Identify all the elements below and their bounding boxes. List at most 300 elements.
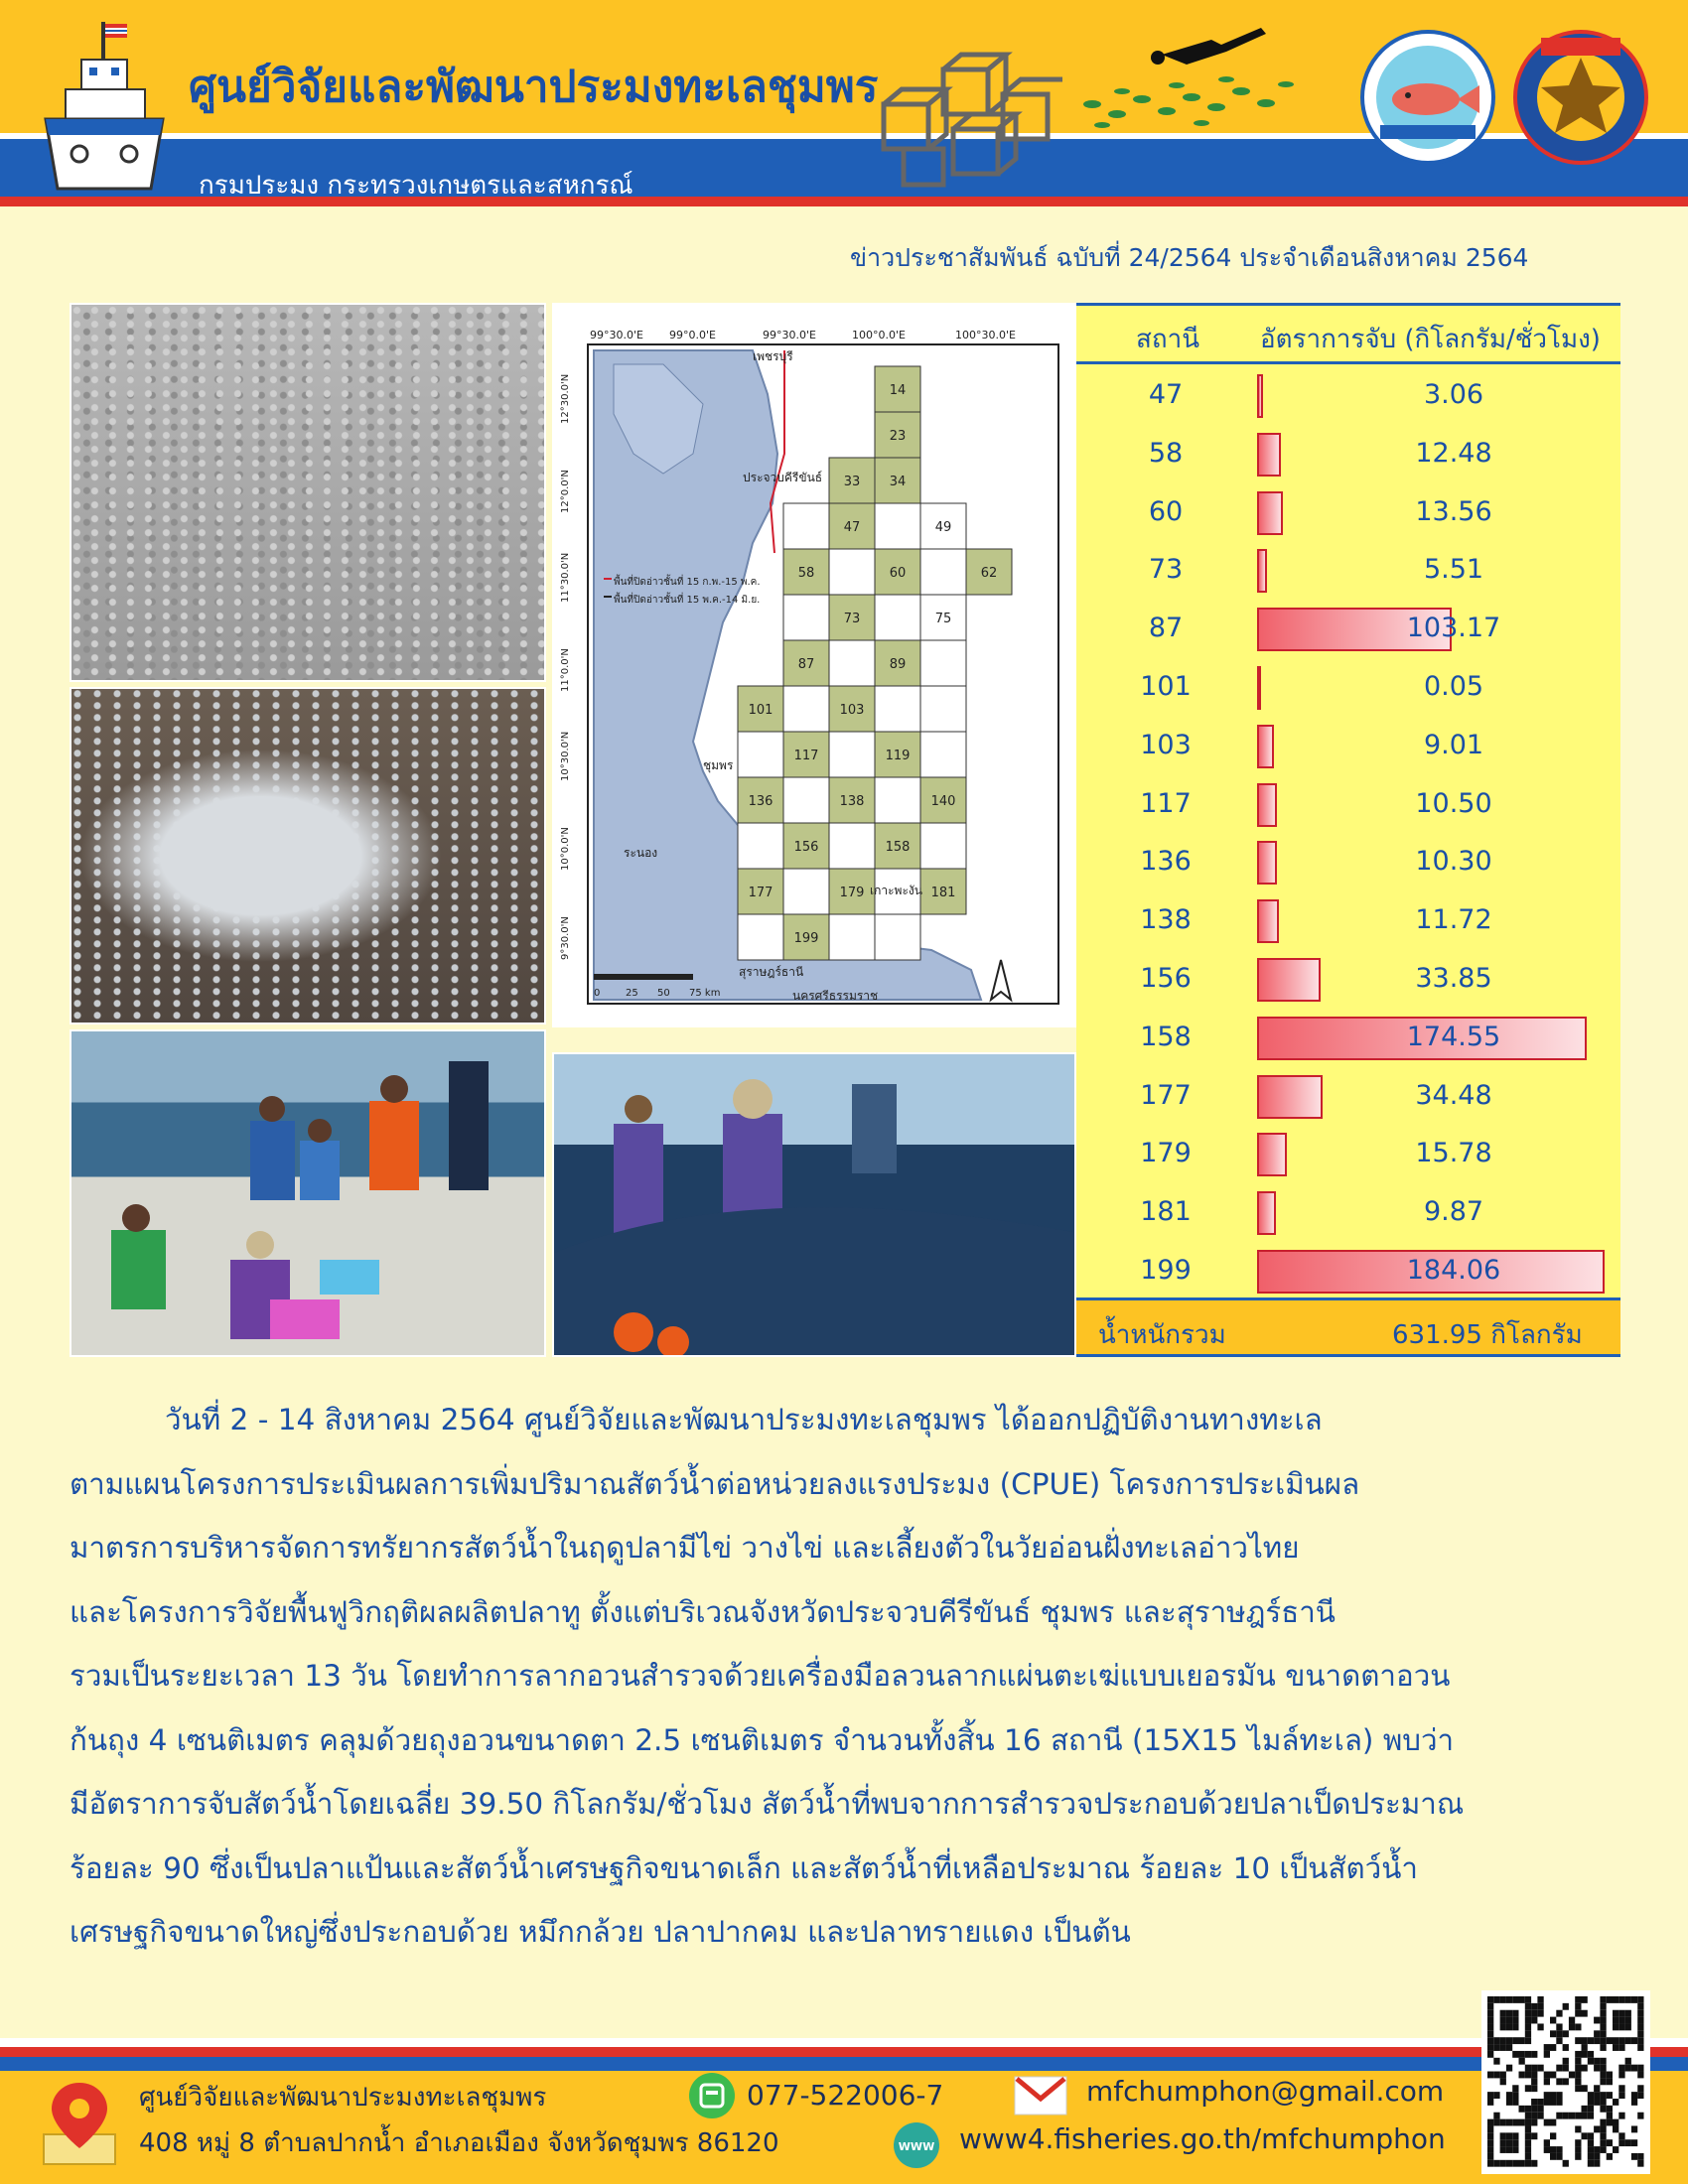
rate-bar xyxy=(1257,549,1267,593)
qr-module xyxy=(1618,2132,1624,2139)
qr-module xyxy=(1531,2099,1537,2106)
qr-module xyxy=(1544,2139,1550,2146)
rate-value: 9.87 xyxy=(1423,1196,1484,1228)
qr-module xyxy=(1588,2106,1594,2113)
qr-module xyxy=(1506,2010,1512,2017)
qr-module xyxy=(1569,2113,1575,2119)
qr-module xyxy=(1588,2132,1594,2139)
qr-module xyxy=(1487,2003,1493,2010)
qr-module xyxy=(1525,2119,1531,2126)
map-grid-empty-cell xyxy=(829,823,875,869)
qr-module xyxy=(1631,2037,1637,2044)
qr-module xyxy=(1563,2065,1569,2072)
qr-module xyxy=(1594,2099,1600,2106)
table-row xyxy=(1076,833,1620,891)
qr-module xyxy=(1487,2099,1493,2106)
photo-fish-on-deck xyxy=(70,687,546,1024)
email-icon xyxy=(1013,2075,1068,2116)
qr-module xyxy=(1582,2044,1588,2051)
table-row xyxy=(1076,1009,1620,1067)
map-station-label: 158 xyxy=(885,840,911,855)
map-grid-empty-cell xyxy=(738,732,783,777)
qr-module xyxy=(1531,2078,1537,2085)
footer-website[interactable]: www4.fisheries.go.th/mfchumphon xyxy=(959,2122,1446,2155)
qr-module xyxy=(1600,2044,1606,2051)
table-row xyxy=(1076,1125,1620,1183)
qr-module xyxy=(1637,2010,1643,2017)
qr-module xyxy=(1607,2153,1613,2160)
qr-module xyxy=(1512,2160,1518,2167)
qr-module xyxy=(1531,2003,1537,2010)
artificial-reef-cubes-icon xyxy=(874,50,1062,189)
qr-module xyxy=(1594,2153,1600,2160)
qr-module xyxy=(1525,2153,1531,2160)
rate-value: 5.51 xyxy=(1423,554,1484,586)
qr-module xyxy=(1594,2092,1600,2099)
qr-module xyxy=(1525,2085,1531,2092)
qr-module xyxy=(1563,2030,1569,2037)
qr-module xyxy=(1618,2072,1624,2079)
qr-module xyxy=(1600,2030,1606,2037)
qr-module xyxy=(1600,2099,1606,2106)
qr-module xyxy=(1607,2106,1613,2113)
qr-module xyxy=(1537,2003,1543,2010)
qr-module xyxy=(1637,2037,1643,2044)
qr-module xyxy=(1487,2153,1493,2160)
lon-tick: 99°0.0'E xyxy=(669,329,716,341)
rate-bar xyxy=(1257,491,1283,535)
qr-module xyxy=(1575,2072,1581,2079)
qr-module xyxy=(1525,2132,1531,2139)
qr-module xyxy=(1493,2072,1499,2079)
qr-module xyxy=(1588,2099,1594,2106)
qr-module xyxy=(1487,2051,1493,2058)
rate-value: 11.72 xyxy=(1415,904,1492,936)
station-number: 60 xyxy=(1148,495,1184,527)
qr-module xyxy=(1487,2125,1493,2132)
qr-module xyxy=(1500,2132,1506,2139)
qr-module xyxy=(1594,2146,1600,2153)
table-row xyxy=(1076,658,1620,717)
qr-module xyxy=(1607,2072,1613,2079)
qr-module xyxy=(1563,2078,1569,2085)
phone-icon xyxy=(687,2071,737,2120)
map-station-label: 34 xyxy=(889,475,907,489)
qr-module xyxy=(1607,1996,1613,2003)
qr-module xyxy=(1550,2072,1556,2079)
rate-value: 103.17 xyxy=(1406,613,1501,644)
map-canvas xyxy=(554,305,1078,1029)
qr-code-image xyxy=(1487,1996,1644,2168)
qr-module xyxy=(1631,2099,1637,2106)
qr-module xyxy=(1613,2017,1618,2024)
qr-module xyxy=(1531,2017,1537,2024)
qr-module xyxy=(1618,2113,1624,2119)
body-line: เศรษฐกิจขนาดใหญ่ซึ่งประกอบด้วย หมึกกล้วย ปลาปากคม และปลาทรายแดง เป็นต้น xyxy=(70,1915,1131,1949)
qr-code[interactable] xyxy=(1481,1990,1650,2174)
qr-module xyxy=(1631,1996,1637,2003)
qr-module xyxy=(1575,2113,1581,2119)
qr-module xyxy=(1588,2051,1594,2058)
qr-module xyxy=(1618,1996,1624,2003)
qr-module xyxy=(1600,2146,1606,2153)
map-station-label: 199 xyxy=(793,931,819,946)
qr-module xyxy=(1637,2153,1643,2160)
qr-module xyxy=(1613,2010,1618,2017)
qr-module xyxy=(1512,2023,1518,2030)
map-station-label: 177 xyxy=(748,886,774,900)
map-station-label: 119 xyxy=(885,749,911,763)
qr-module xyxy=(1637,2092,1643,2099)
qr-module xyxy=(1613,2146,1618,2153)
station-number: 136 xyxy=(1140,846,1192,878)
qr-module xyxy=(1600,2003,1606,2010)
place-label: เพชรบุรี xyxy=(753,349,793,363)
qr-module xyxy=(1506,2099,1512,2106)
qr-module xyxy=(1519,2058,1525,2065)
qr-module xyxy=(1600,2092,1606,2099)
map-grid-empty-cell xyxy=(738,914,783,960)
station-number: 58 xyxy=(1148,437,1184,469)
rate-bar xyxy=(1257,899,1279,943)
qr-module xyxy=(1618,2065,1624,2072)
qr-module xyxy=(1588,2139,1594,2146)
qr-module xyxy=(1588,2153,1594,2160)
qr-module xyxy=(1500,2072,1506,2079)
qr-module xyxy=(1550,2146,1556,2153)
station-number: 87 xyxy=(1148,613,1184,644)
body-line: ตามแผนโครงการประเมินผลการเพิ่มปริมาณสัตว์น้ำต่อหน่วยลงแรงประมง (CPUE) โครงการประเมินผล xyxy=(70,1466,1360,1501)
web-globe-icon xyxy=(892,2120,941,2170)
qr-module xyxy=(1575,2146,1581,2153)
qr-module xyxy=(1525,2146,1531,2153)
qr-module xyxy=(1618,2010,1624,2017)
diver-and-fish-icon xyxy=(1062,20,1311,139)
body-line: ก้นถุง 4 เซนติเมตร คลุมด้วยถุงอวนขนาดตา 2.5 เซนติเมตร จำนวนทั้งสิ้น 16 สถานี (15X15 ไมล์ทะเล) พบว่า xyxy=(70,1722,1455,1757)
qr-module xyxy=(1487,2132,1493,2139)
qr-module xyxy=(1531,2132,1537,2139)
station-number: 179 xyxy=(1140,1138,1192,1169)
header-station: สถานี xyxy=(1136,325,1199,354)
table-header xyxy=(1076,303,1620,364)
qr-module xyxy=(1525,2160,1531,2167)
qr-module xyxy=(1531,2106,1537,2113)
qr-module xyxy=(1525,1996,1531,2003)
ship-icon xyxy=(40,20,169,194)
qr-module xyxy=(1512,2119,1518,2126)
body-line: ร้อยละ 90 ซึ่งเป็นปลาแป้นและสัตว์น้ำเศรษฐกิจขนาดเล็ก และสัตว์น้ำที่เหลือประมาณ ร้อยละ 10 เป็นสัตว์น้ำ xyxy=(70,1850,1418,1885)
station-number: 47 xyxy=(1148,379,1184,410)
footer-email[interactable]: mfchumphon@gmail.com xyxy=(1086,2075,1445,2108)
qr-module xyxy=(1625,2023,1631,2030)
qr-module xyxy=(1506,2037,1512,2044)
qr-module xyxy=(1500,2119,1506,2126)
qr-module xyxy=(1544,2092,1550,2099)
qr-module xyxy=(1519,1996,1525,2003)
table-row xyxy=(1076,1183,1620,1242)
qr-module xyxy=(1556,2113,1562,2119)
qr-module xyxy=(1618,2044,1624,2051)
map-grid-empty-cell xyxy=(738,823,783,869)
total-label: น้ำหนักรวม xyxy=(1098,1320,1226,1350)
qr-module xyxy=(1613,2037,1618,2044)
table-row xyxy=(1076,483,1620,542)
qr-module xyxy=(1500,2023,1506,2030)
qr-module xyxy=(1525,2030,1531,2037)
qr-module xyxy=(1531,2010,1537,2017)
qr-module xyxy=(1512,2010,1518,2017)
footer-org: ศูนย์วิจัยและพัฒนาประมงทะเลชุมพร xyxy=(139,2083,547,2113)
qr-module xyxy=(1563,2044,1569,2051)
qr-module xyxy=(1500,2146,1506,2153)
qr-module xyxy=(1556,2065,1562,2072)
lat-tick: 12°30.0'N xyxy=(560,373,571,424)
qr-module xyxy=(1594,2085,1600,2092)
rate-bar xyxy=(1257,374,1263,418)
qr-module xyxy=(1631,2153,1637,2160)
qr-module xyxy=(1500,2037,1506,2044)
map-station-label: 181 xyxy=(930,886,956,900)
page-subtitle: กรมประมง กระทรวงเกษตรและสหกรณ์ xyxy=(199,171,633,201)
qr-module xyxy=(1618,2139,1624,2146)
map-station-label: 136 xyxy=(748,794,774,809)
map-station-label: 60 xyxy=(889,566,907,581)
research-center-logo xyxy=(1358,28,1497,167)
station-number: 73 xyxy=(1148,554,1184,586)
qr-module xyxy=(1588,2037,1594,2044)
lon-tick: 99°30.0'E xyxy=(590,329,643,341)
qr-module xyxy=(1582,1996,1588,2003)
qr-module xyxy=(1613,2099,1618,2106)
rate-value: 184.06 xyxy=(1406,1255,1501,1286)
qr-module xyxy=(1594,2058,1600,2065)
qr-module xyxy=(1575,1996,1581,2003)
map-station-label: 62 xyxy=(980,566,998,581)
qr-module xyxy=(1493,2092,1499,2099)
rate-bar xyxy=(1257,433,1281,477)
qr-module xyxy=(1537,2065,1543,2072)
qr-module xyxy=(1506,2044,1512,2051)
table-footer xyxy=(1076,1297,1620,1357)
qr-module xyxy=(1500,2160,1506,2167)
qr-module xyxy=(1575,2051,1581,2058)
qr-module xyxy=(1493,2058,1499,2065)
map-grid-empty-cell xyxy=(875,686,920,732)
qr-module xyxy=(1550,2119,1556,2126)
qr-module xyxy=(1525,2106,1531,2113)
map-station-label: 49 xyxy=(934,520,952,535)
map-grid-empty-cell xyxy=(783,869,829,914)
qr-module xyxy=(1556,2010,1562,2017)
qr-module xyxy=(1525,2023,1531,2030)
qr-module xyxy=(1618,2037,1624,2044)
qr-module xyxy=(1525,2037,1531,2044)
scale-label: 75 km xyxy=(689,988,721,999)
rate-value: 12.48 xyxy=(1415,437,1492,469)
table-row xyxy=(1076,1067,1620,1126)
qr-module xyxy=(1506,2017,1512,2024)
qr-module xyxy=(1637,2023,1643,2030)
qr-module xyxy=(1563,2113,1569,2119)
qr-module xyxy=(1613,2044,1618,2051)
map-grid-empty-cell xyxy=(783,777,829,823)
map-station-label: 117 xyxy=(793,749,819,763)
qr-module xyxy=(1519,2051,1525,2058)
qr-module xyxy=(1575,2153,1581,2160)
qr-module xyxy=(1512,2099,1518,2106)
rate-value: 3.06 xyxy=(1423,379,1484,410)
qr-module xyxy=(1575,2058,1581,2065)
rate-value: 10.30 xyxy=(1415,846,1492,878)
article-body xyxy=(70,1388,1620,1965)
place-label: ระนอง xyxy=(624,846,658,860)
map-station-label: 47 xyxy=(843,520,861,535)
map-grid-empty-cell xyxy=(783,686,829,732)
qr-module xyxy=(1569,2017,1575,2024)
qr-module xyxy=(1618,2092,1624,2099)
photo-catch-pile xyxy=(70,303,546,682)
qr-module xyxy=(1493,2044,1499,2051)
qr-module xyxy=(1600,2065,1606,2072)
qr-module xyxy=(1506,2119,1512,2126)
qr-module xyxy=(1631,2065,1637,2072)
qr-module xyxy=(1493,2113,1499,2119)
net-illustration xyxy=(554,1054,1076,1357)
qr-module xyxy=(1582,2106,1588,2113)
qr-module xyxy=(1531,2085,1537,2092)
map-station-label: 33 xyxy=(843,475,861,489)
qr-module xyxy=(1487,2119,1493,2126)
qr-module xyxy=(1500,2017,1506,2024)
qr-module xyxy=(1625,2065,1631,2072)
qr-module xyxy=(1556,2078,1562,2085)
qr-module xyxy=(1575,2010,1581,2017)
rate-bar xyxy=(1257,666,1261,710)
rate-bar xyxy=(1257,725,1274,768)
qr-module xyxy=(1550,2092,1556,2099)
qr-module xyxy=(1550,2044,1556,2051)
map-station-label: 87 xyxy=(797,657,815,672)
qr-module xyxy=(1563,2003,1569,2010)
qr-module xyxy=(1487,2160,1493,2167)
map-grid-empty-cell xyxy=(920,686,966,732)
qr-module xyxy=(1625,2037,1631,2044)
qr-module xyxy=(1544,2146,1550,2153)
qr-module xyxy=(1637,2072,1643,2079)
map-grid-empty-cell xyxy=(829,732,875,777)
qr-module xyxy=(1588,2113,1594,2119)
qr-module xyxy=(1582,2065,1588,2072)
map-grid-empty-cell xyxy=(920,640,966,686)
qr-module xyxy=(1607,2113,1613,2119)
rate-bar xyxy=(1257,783,1277,827)
qr-module xyxy=(1525,2010,1531,2017)
lon-tick: 100°0.0'E xyxy=(852,329,906,341)
qr-module xyxy=(1525,2051,1531,2058)
place-label: เกาะพะงัน xyxy=(870,884,922,897)
qr-module xyxy=(1613,2119,1618,2126)
table-row xyxy=(1076,950,1620,1009)
map-station-label: 23 xyxy=(889,429,907,444)
qr-module xyxy=(1556,2146,1562,2153)
station-number: 158 xyxy=(1140,1021,1192,1052)
map-station-label: 140 xyxy=(930,794,956,809)
qr-module xyxy=(1487,2017,1493,2024)
scale-label: 0 xyxy=(594,988,601,999)
qr-module xyxy=(1588,2092,1594,2099)
qr-module xyxy=(1594,2037,1600,2044)
body-line: และโครงการวิจัยพื้นฟูวิกฤติผลผลิตปลาทู ตั้งแต่บริเวณจังหวัดประจวบคีรีขันธ์ ชุมพร และสุราษฎร์ธานี xyxy=(70,1594,1336,1629)
qr-module xyxy=(1631,2125,1637,2132)
qr-module xyxy=(1544,2119,1550,2126)
qr-module xyxy=(1537,2023,1543,2030)
place-label: ชุมพร xyxy=(703,758,734,772)
qr-module xyxy=(1519,2119,1525,2126)
photo-crew-sorting xyxy=(70,1029,546,1357)
qr-module xyxy=(1600,2017,1606,2024)
qr-module xyxy=(1537,2113,1543,2119)
station-number: 138 xyxy=(1140,904,1192,936)
qr-module xyxy=(1607,2078,1613,2085)
body-line: มาตรการบริหารจัดการทรัยากรสัตว์น้ำในฤดูปลามีไข่ วางไข่ และเลี้ยงตัวในวัยอ่อนฝั่งทะเลอ่าวไทย xyxy=(70,1531,1300,1565)
qr-module xyxy=(1637,2113,1643,2119)
qr-module xyxy=(1575,2023,1581,2030)
map-grid-empty-cell xyxy=(783,595,829,640)
lat-tick: 11°30.0'N xyxy=(560,552,571,603)
qr-module xyxy=(1637,2085,1643,2092)
lon-tick: 100°30.0'E xyxy=(955,329,1016,341)
body-line: วันที่ 2 - 14 สิงหาคม 2564 ศูนย์วิจัยและพัฒนาประมงทะเลชุมพร ได้ออกปฏิบัติงานทางทะเล xyxy=(165,1403,1323,1436)
rate-value: 10.50 xyxy=(1415,787,1492,819)
body-line: มีอัตราการจับสัตว์น้ำโดยเฉลี่ย 39.50 กิโลกรัม/ชั่วโมง สัตว์น้ำที่พบจากการสำรวจประกอบด้วยปลาเป็ดประมาณ xyxy=(70,1787,1465,1821)
map-grid-empty-cell xyxy=(829,914,875,960)
qr-module xyxy=(1519,2072,1525,2079)
map-station-label: 89 xyxy=(889,657,907,672)
qr-module xyxy=(1512,2146,1518,2153)
qr-module xyxy=(1607,2139,1613,2146)
station-number: 177 xyxy=(1140,1079,1192,1111)
station-number: 103 xyxy=(1140,729,1192,760)
footer-phone[interactable]: 077-522006-7 xyxy=(747,2079,944,2112)
rate-bar xyxy=(1257,841,1277,885)
qr-module xyxy=(1512,2092,1518,2099)
map-grid-empty-cell xyxy=(875,503,920,549)
rate-value: 174.55 xyxy=(1406,1021,1501,1052)
qr-module xyxy=(1575,2125,1581,2132)
map-grid-empty-cell xyxy=(829,549,875,595)
qr-module xyxy=(1512,2051,1518,2058)
qr-module xyxy=(1625,2017,1631,2024)
qr-module xyxy=(1631,2139,1637,2146)
survey-station-map xyxy=(552,303,1076,1027)
qr-module xyxy=(1600,2132,1606,2139)
qr-module xyxy=(1613,2023,1618,2030)
qr-module xyxy=(1613,1996,1618,2003)
qr-module xyxy=(1600,2037,1606,2044)
qr-module xyxy=(1607,2037,1613,2044)
qr-module xyxy=(1582,2085,1588,2092)
qr-module xyxy=(1525,2017,1531,2024)
qr-module xyxy=(1556,2023,1562,2030)
qr-module xyxy=(1637,2003,1643,2010)
qr-module xyxy=(1613,2125,1618,2132)
table-row xyxy=(1076,1242,1620,1300)
qr-module xyxy=(1544,2099,1550,2106)
qr-module xyxy=(1525,2139,1531,2146)
qr-module xyxy=(1625,2058,1631,2065)
map-grid-empty-cell xyxy=(875,777,920,823)
place-label: ประจวบคีรีขันธ์ xyxy=(743,471,823,484)
